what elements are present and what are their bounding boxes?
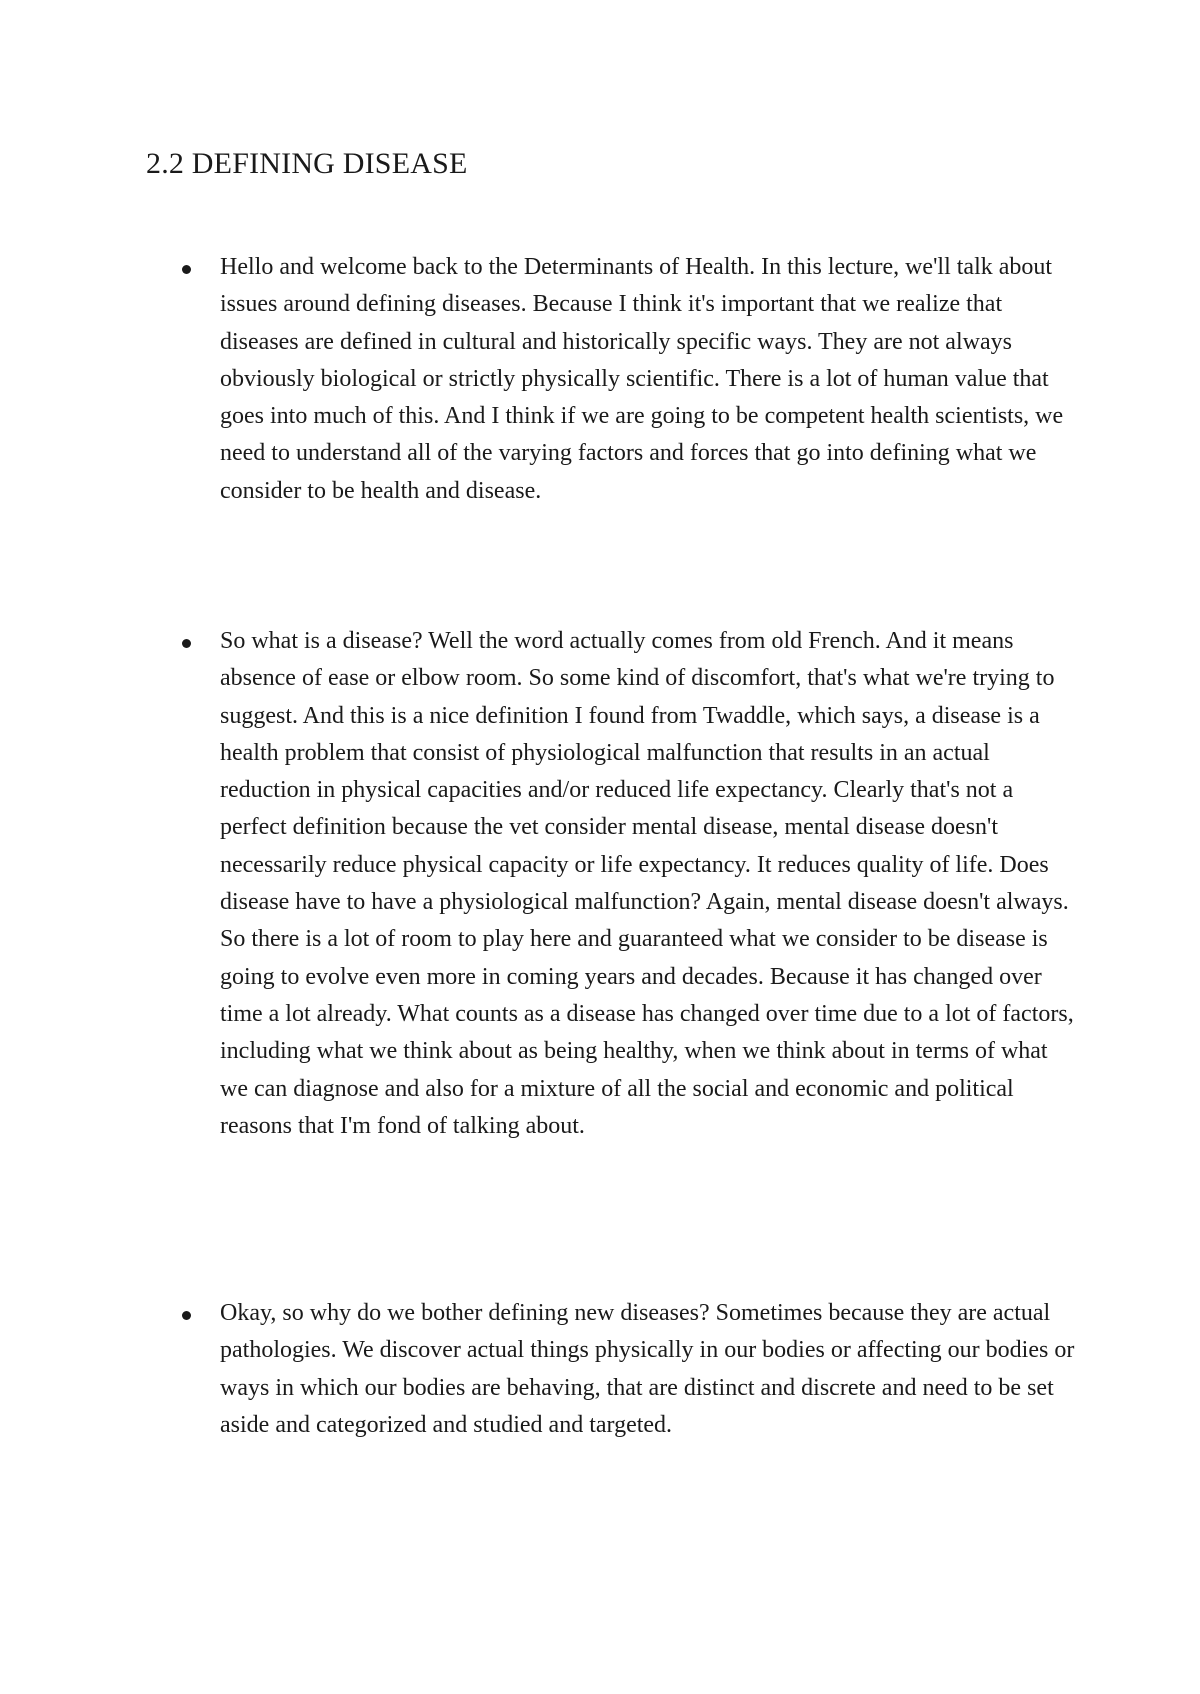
bullet-icon	[182, 265, 191, 274]
bullet-icon	[182, 1311, 191, 1320]
page-title: 2.2 DEFINING DISEASE	[146, 147, 468, 180]
list-item-text: Hello and welcome back to the Determinants of Health. In this lecture, we'll talk about issues around defining diseases. Because I think it's important that we realize that diseases are defined in cultural and historically specific ways. They are not always obviously biological or strictly physically scientific. There is a lot of human value that goes into much of this. And I think if we are going to be competent health scientists, we need to understand all of the varying factors and forces that go into defining what we consider to be health and disease.	[220, 254, 1064, 504]
list-item-text: Okay, so why do we bother defining new diseases? Sometimes because they are actual pathologies. We discover actual things physically in our bodies or affecting our bodies or ways in which our bodies are behaving, that are distinct and discrete and need to be set aside and categorized and studied and targeted.	[220, 1300, 1075, 1438]
bullet-icon	[182, 639, 191, 648]
list-item-text: So what is a disease? Well the word actually comes from old French. And it means absence of ease or elbow room. So some kind of discomfort, that's what we're trying to suggest. And this is a nice definition I found from Twaddle, which says, a disease is a health problem that consist of physiological malfunction that results in an actual reduction in physical capacities and/or reduced life expectancy. Clearly that's not a perfect definition because the vet consider mental disease, mental disease doesn't necessarily reduce physical capacity or life expectancy. It reduces quality of life. Does disease have to have a physiological malfunction? Again, mental disease doesn't always. So there is a lot of room to play here and guaranteed what we consider to be disease is going to evolve even more in coming years and decades. Because it has changed over time a lot already. What counts as a disease has changed over time due to a lot of factors, including what we think about as being healthy, when we think about in terms of what we can diagnose and also for a mixture of all the social and economic and political reasons that I'm fond of talking about.	[220, 628, 1074, 1139]
